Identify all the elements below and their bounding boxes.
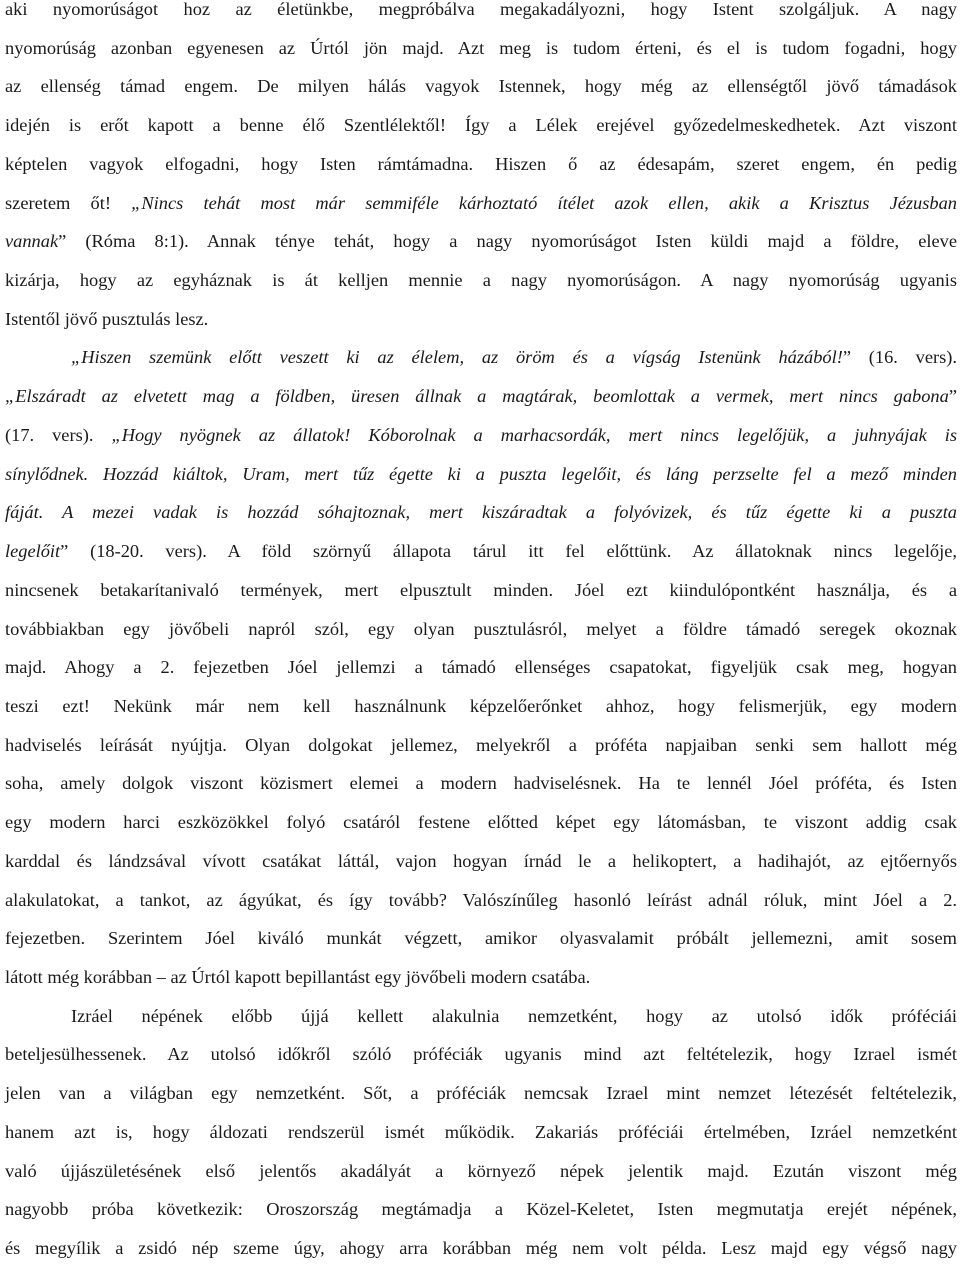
text-line — [5, 261, 957, 300]
text-segment: Izráel népének előbb újjá kellett alakulnia nemzetként, hogy az utolsó idők próféciái — [71, 1005, 957, 1026]
text-line — [5, 106, 957, 145]
text-line — [5, 222, 957, 261]
text-line — [5, 1152, 957, 1191]
text-line — [5, 29, 957, 68]
text-line — [5, 0, 957, 29]
italic-quote-segment: fáját. A mezei vadak is hozzád sóhajtoznak, mert kiszáradtak a folyóvizek, és tűz égette ki a puszta — [5, 502, 957, 523]
text-segment: ” — [948, 386, 957, 407]
italic-quote-segment: vannak — [5, 231, 59, 252]
text-line — [5, 532, 957, 571]
document-page — [5, 0, 957, 1268]
text-segment: nyomorúság azonban egyenesen az Úrtól jön majd. Azt meg is tudom érteni, és el is tudom fogadni, hogy — [5, 37, 957, 58]
italic-quote-segment: „Elszáradt az elvetett mag a földben, üresen állnak a magtárak, beomlottak a vermek, mert nincs gabona — [5, 386, 949, 407]
text-segment: karddal és lándzsával vívott csatákat láttál, vajon hogyan írnád le a helikoptert, a hadihajót, az ejtőernyős — [5, 850, 957, 871]
text-line — [5, 184, 957, 223]
text-line — [5, 1113, 957, 1152]
text-line — [5, 145, 957, 184]
italic-quote-segment: „Nincs tehát most már semmiféle kárhoztató ítélet azok ellen, akik a Krisztus Jézusban — [131, 192, 957, 213]
text-line — [5, 1074, 957, 1113]
italic-quote-segment: „Hiszen szemünk előtt veszett ki az élelem, az öröm és a vígság Istenünk házából! — [71, 347, 843, 368]
text-line — [5, 764, 957, 803]
text-segment: nincsenek betakarítanivaló termények, mert elpusztult minden. Jóel ezt kiindulópontként használja, és a — [5, 579, 957, 600]
text-line — [5, 726, 957, 765]
text-segment: aki nyomorúságot hoz az életünkbe, megpróbálva megakadályozni, hogy Istent szolgáljuk. A nagy — [5, 0, 957, 19]
text-line — [5, 687, 957, 726]
text-line — [5, 842, 957, 881]
text-line — [5, 67, 957, 106]
text-segment: egy modern harci eszközökkel folyó csatáról festene előtted képet egy látomásban, te viszont addig csak — [5, 812, 957, 833]
text-segment: képtelen vagyok elfogadni, hogy Isten rámtámadna. Hiszen ő az édesapám, szeret engem, én pedig — [5, 153, 957, 174]
text-line — [5, 455, 957, 494]
text-line — [5, 1190, 957, 1229]
text-segment: való újjászületésének első jelentős akadályát a környező népek jelentik majd. Ezután viszont még — [5, 1160, 957, 1181]
text-segment: majd. Ahogy a 2. fejezetben Jóel jellemzi a támadó ellenséges csapatokat, figyeljük csak meg, hogyan — [5, 657, 957, 678]
text-line — [5, 997, 957, 1036]
text-segment: idején is erőt kapott a benne élő Szentlélektől! Így a Lélek erejével győzedelmeskedhetek. Azt viszont — [5, 115, 957, 136]
text-segment: soha, amely dolgok viszont közismert elemei a modern hadviselésnek. Ha te lennél Jóel próféta, és Isten — [5, 773, 957, 794]
italic-quote-segment: „Hogy nyögnek az állatok! Kóborolnak a marhacsordák, mert nincs legelőjük, a juhnyájak is — [111, 424, 958, 445]
text-segment: továbbiakban egy jövőbeli napról szól, egy olyan pusztulásról, melyet a földre támadó seregek okoznak — [5, 618, 957, 639]
text-segment: és megyílik a zsidó nép szeme úgy, ahogy arra korábban még nem volt példa. Lesz majd egy végső nagy — [5, 1238, 957, 1258]
text-segment: kizárja, hogy az egyháznak is át kelljen mennie a nagy nyomorúságon. A nagy nyomorúság ugyanis — [5, 270, 957, 291]
italic-quote-segment: sínylődnek. Hozzád kiáltok, Uram, mert tűz égette ki a puszta legelőit, és láng perzselte fel a mező minden — [5, 463, 957, 484]
text-line — [5, 1035, 957, 1074]
text-segment: beteljesülhessenek. Az utolsó időkről szóló próféciák ugyanis mind azt feltételezik, hogy Izrael ismét — [5, 1044, 957, 1065]
text-segment: ” (Róma 8:1). Annak ténye tehát, hogy a nagy nyomorúságot Isten küldi majd a földre, eleve — [58, 231, 957, 252]
text-segment: hanem azt is, hogy áldozati rendszerül ismét működik. Zakariás próféciái értelmében, Izráel nemzetként — [5, 1121, 957, 1142]
text-line — [5, 338, 957, 377]
text-line — [5, 610, 957, 649]
text-segment: szeretem őt! — [5, 192, 132, 213]
text-line — [5, 881, 957, 920]
italic-quote-segment: legelőit — [5, 541, 61, 562]
text-line — [5, 803, 957, 842]
text-line — [5, 377, 957, 416]
text-segment: fejezetben. Szerintem Jóel kiváló munkát végzett, amikor olyasvalamit próbált jellemezni, amit sosem — [5, 928, 957, 949]
text-line — [5, 1229, 957, 1268]
text-segment: (17. vers). — [5, 424, 112, 445]
text-segment: ” (16. vers). — [842, 347, 957, 368]
text-line — [5, 493, 957, 532]
text-segment: látott még korábban – az Úrtól kapott bepillantást egy jövőbeli modern csatába. — [5, 966, 591, 987]
text-segment: alakulatokat, a tankot, az ágyúkat, és így tovább? Valószínűleg hasonló leírást adnál róluk, mint Jóel a 2. — [5, 889, 957, 910]
text-segment: nagyobb próba következik: Oroszország megtámadja a Közel-Keletet, Isten megmutatja erejét népének, — [5, 1199, 957, 1220]
text-segment: jelen van a világban egy nemzetként. Sőt, a próféciák nemcsak Izrael mint nemzet létezését feltételezik, — [5, 1083, 957, 1104]
text-line — [5, 919, 957, 958]
text-line — [5, 571, 957, 610]
text-line — [5, 648, 957, 687]
text-line — [5, 958, 957, 997]
text-segment: az ellenség támad engem. De milyen hálás vagyok Istennek, hogy még az ellenségtől jövő támadások — [5, 76, 957, 97]
text-segment: Istentől jövő pusztulás lesz. — [5, 308, 209, 329]
text-segment: ” (18-20. vers). A föld szörnyű állapota tárul itt fel előttünk. Az állatoknak nincs legelője, — [60, 541, 957, 562]
text-segment: teszi ezt! Nekünk már nem kell használnunk képzelőerőnket ahhoz, hogy felismerjük, egy modern — [5, 695, 957, 716]
text-line — [5, 300, 957, 339]
text-line — [5, 416, 957, 455]
text-segment: hadviselés leírását nyújtja. Olyan dolgokat jellemez, melyekről a próféta napjaiban senki sem hallott még — [5, 734, 957, 755]
